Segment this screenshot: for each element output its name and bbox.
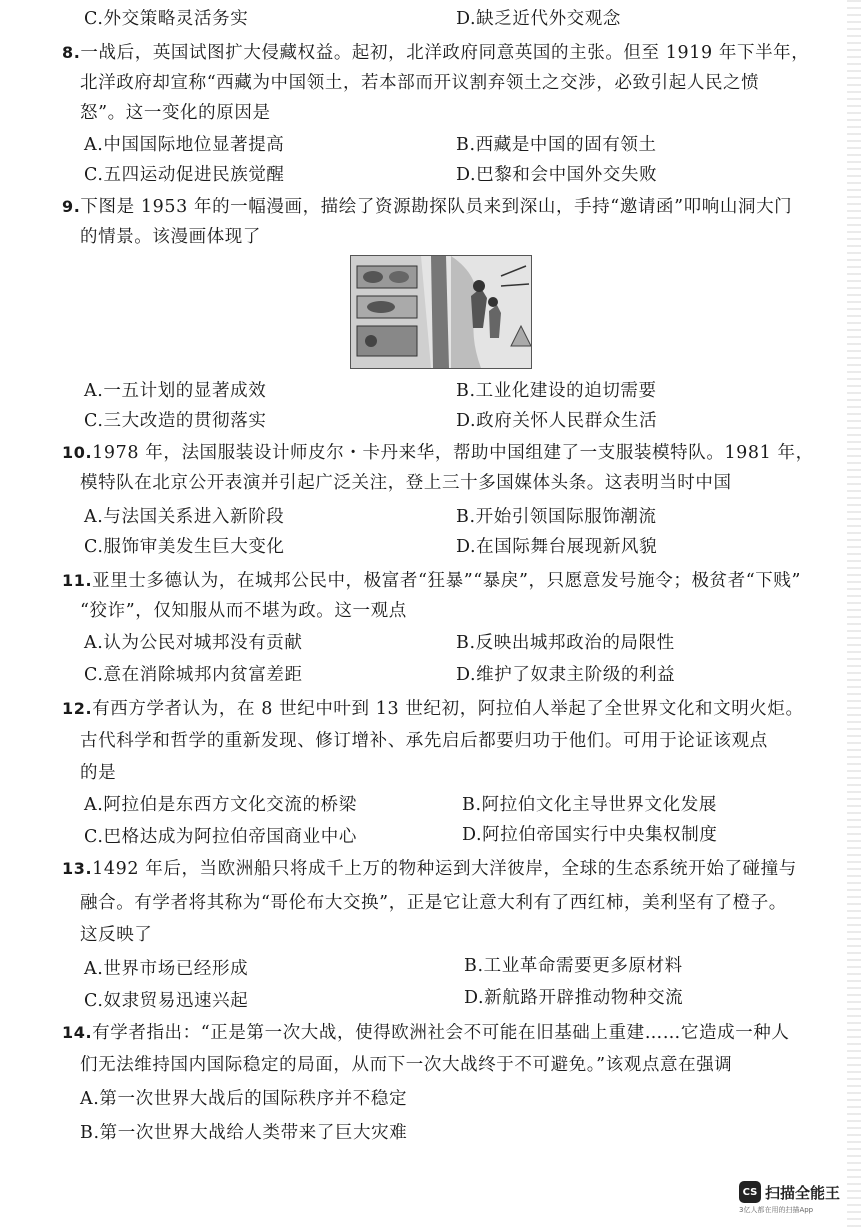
q11-stem-line-2: “狡诈”，仅知服从而不堪为政。这一观点 bbox=[80, 601, 407, 621]
q13-stem-line-2: 融合。有学者将其称为“哥伦布大交换”，正是它让意大利有了西红柿，美利坚有了橙子。 bbox=[80, 893, 787, 913]
q12-option-d: D.阿拉伯帝国实行中央集权制度 bbox=[462, 825, 718, 845]
page-edge-shadow bbox=[847, 0, 861, 1227]
q14-number: 14. bbox=[62, 1023, 93, 1042]
q8-option-d: D.巴黎和会中国外交失败 bbox=[456, 165, 658, 185]
q8-option-a: A.中国国际地位显著提高 bbox=[84, 135, 285, 155]
q8-stem-line-2: 北洋政府却宣称“西藏为中国领土，若本部而开议割弃领土之交涉，必致引起人民之愤 bbox=[80, 73, 760, 93]
q13-stem-line-1: 13.1492 年后，当欧洲船只将成千上万的物种运到大洋彼岸，全球的生态系统开始了碰撞与 bbox=[62, 859, 797, 879]
q10-option-c: C.服饰审美发生巨大变化 bbox=[84, 537, 285, 557]
q12-stem-line-3: 的是 bbox=[80, 763, 117, 783]
q9-stem-line-2: 的情景。该漫画体现了 bbox=[80, 227, 261, 247]
camscanner-logo-icon: CS bbox=[739, 1181, 761, 1203]
q8-stem-line-1: 8.一战后，英国试图扩大侵藏权益。起初，北洋政府同意英国的主张。但至 1919 年下半年， bbox=[62, 43, 810, 63]
q8-option-c: C.五四运动促进民族觉醒 bbox=[84, 165, 285, 185]
q12-number: 12. bbox=[62, 699, 93, 718]
q8-stem-line-3: 怒”。这一变化的原因是 bbox=[80, 103, 271, 123]
q11-stem-line-1: 11.亚里士多德认为，在城邦公民中，极富者“狂暴”“暴戾”，只愿意发号施令；极贫者“下贱” bbox=[62, 571, 802, 591]
q9-option-b: B.工业化建设的迫切需要 bbox=[456, 381, 657, 401]
q10-stem-line-1: 10.1978 年，法国服装设计师皮尔・卡丹来华，帮助中国组建了一支服装模特队。1981 年， bbox=[62, 443, 814, 463]
q14-option-b: B.第一次世界大战给人类带来了巨大灾难 bbox=[80, 1123, 408, 1143]
q10-option-a: A.与法国关系进入新阶段 bbox=[84, 507, 285, 527]
q12-option-a: A.阿拉伯是东西方文化交流的桥梁 bbox=[84, 795, 357, 815]
q14-stem-line-1: 14.有学者指出：“正是第一次大战，使得欧洲社会不可能在旧基础上重建……它造成一种人 bbox=[62, 1023, 790, 1043]
q11-option-d: D.维护了奴隶主阶级的利益 bbox=[456, 665, 676, 685]
q9-option-d: D.政府关怀人民群众生活 bbox=[456, 411, 658, 431]
q11-option-a: A.认为公民对城邦没有贡献 bbox=[84, 633, 303, 653]
scanner-watermark bbox=[739, 1179, 851, 1213]
q11-option-c: C.意在消除城邦内贫富差距 bbox=[84, 665, 303, 685]
q9-stem-line-1: 9.下图是 1953 年的一幅漫画，描绘了资源勘探队员来到深山，手持“邀请函”叩响山洞大门 bbox=[62, 197, 793, 217]
q13-stem-line-3: 这反映了 bbox=[80, 925, 153, 945]
q14-stem-line-2: 们无法维持国内国际稳定的局面，从而下一次大战终于不可避免。”该观点意在强调 bbox=[80, 1055, 733, 1075]
q12-stem-line-1: 12.有西方学者认为，在 8 世纪中叶到 13 世纪初，阿拉伯人举起了全世界文化和文明火炬。 bbox=[62, 699, 804, 719]
q10-option-d: D.在国际舞台展现新风貌 bbox=[456, 537, 658, 557]
q9-option-c: C.三大改造的贯彻落实 bbox=[84, 411, 267, 431]
q12-option-b: B.阿拉伯文化主导世界文化发展 bbox=[462, 795, 717, 815]
q12-option-c: C.巴格达成为阿拉伯帝国商业中心 bbox=[84, 827, 357, 847]
watermark-title: 扫描全能王 bbox=[765, 1184, 841, 1202]
cartoon-image bbox=[350, 255, 532, 369]
q10-number: 10. bbox=[62, 443, 93, 462]
q7-option-c: C.外交策略灵活务实 bbox=[84, 9, 249, 29]
watermark-subtitle: 3亿人都在用的扫描App bbox=[739, 1206, 814, 1214]
q14-option-a: A.第一次世界大战后的国际秩序并不稳定 bbox=[80, 1089, 408, 1109]
q12-stem-line-2: 古代科学和哲学的重新发现、修订增补、承先启后都要归功于他们。可用于论证该观点 bbox=[80, 731, 768, 751]
q10-stem-line-2: 模特队在北京公开表演并引起广泛关注，登上三十多国媒体头条。这表明当时中国 bbox=[80, 473, 732, 493]
q9-option-a: A.一五计划的显著成效 bbox=[84, 381, 267, 401]
q13-option-d: D.新航路开辟推动物种交流 bbox=[464, 988, 684, 1008]
cartoon-drawing bbox=[351, 256, 531, 368]
q8-number: 8. bbox=[62, 43, 81, 62]
q9-number: 9. bbox=[62, 197, 81, 216]
q11-number: 11. bbox=[62, 571, 93, 590]
q13-option-b: B.工业革命需要更多原材料 bbox=[464, 956, 683, 976]
q8-option-b: B.西藏是中国的固有领土 bbox=[456, 135, 657, 155]
q11-option-b: B.反映出城邦政治的局限性 bbox=[456, 633, 675, 653]
q7-option-d: D.缺乏近代外交观念 bbox=[456, 9, 621, 29]
q10-option-b: B.开始引领国际服饰潮流 bbox=[456, 507, 657, 527]
q13-number: 13. bbox=[62, 859, 93, 878]
q13-option-c: C.奴隶贸易迅速兴起 bbox=[84, 991, 249, 1011]
q13-option-a: A.世界市场已经形成 bbox=[84, 959, 249, 979]
